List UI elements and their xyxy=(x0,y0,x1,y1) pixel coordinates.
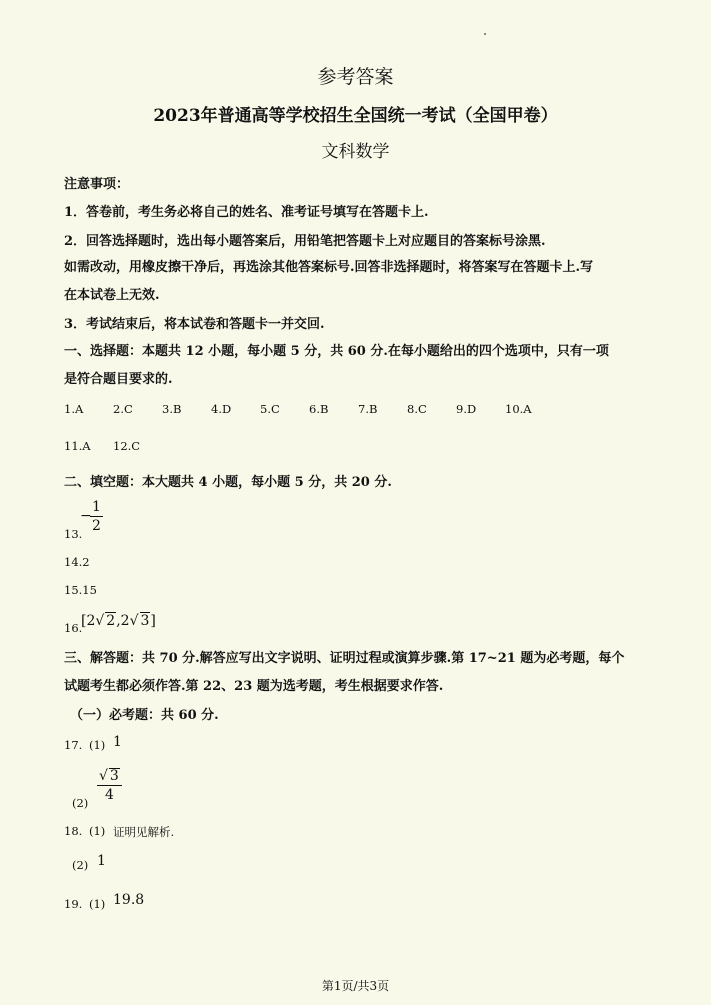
note-item-1: 1．答卷前，考生务必将自己的姓名、准考证号填写在答题卡上. xyxy=(64,205,429,220)
q18-part1-label: (1) xyxy=(89,824,106,838)
q18-part2-value: 1 xyxy=(97,853,106,869)
q17-part1-value: 1 xyxy=(113,734,122,750)
choice-answer: 2.C xyxy=(113,402,133,416)
q17-part2-frac xyxy=(97,768,122,802)
q18-label: 18. xyxy=(64,824,83,838)
sqrt-symbol: √ xyxy=(129,613,139,629)
choice-answers-row-1 xyxy=(64,402,554,416)
speck-mark xyxy=(484,33,486,35)
q18-part1-value: 证明见解析. xyxy=(113,825,175,839)
q13-label: 13. xyxy=(64,527,83,541)
section3-heading-line1: 三、解答题：共 70 分.解答应写出文字说明、证明过程或演算步骤.第 17~21 题为必考题，每个 xyxy=(64,651,625,666)
answer-15: 15.15 xyxy=(64,583,97,597)
choice-answer: 1.A xyxy=(64,402,84,416)
q16-radicand-1: 2 xyxy=(106,613,116,629)
q13-sign: − xyxy=(80,508,92,524)
choice-answer: 5.C xyxy=(260,402,280,416)
choice-answers-row-2 xyxy=(64,439,162,453)
q18-part2-label: (2) xyxy=(72,858,89,872)
choice-answer: 8.C xyxy=(407,402,427,416)
choice-answer: 3.B xyxy=(162,402,182,416)
choice-answer: 10.A xyxy=(505,402,532,416)
sqrt-symbol: √ xyxy=(99,768,108,784)
q16-close: ] xyxy=(150,613,156,629)
q19-part1-label: (1) xyxy=(89,897,106,911)
notes-heading: 注意事项： xyxy=(64,177,130,192)
q19-label: 19. xyxy=(64,897,83,911)
exam-title: 2023年普通高等学校招生全国统一考试（全国甲卷） xyxy=(153,106,558,126)
choice-answer: 6.B xyxy=(309,402,329,416)
q13-fraction xyxy=(90,500,103,533)
fraction-bar xyxy=(90,516,103,517)
choice-answer: 12.C xyxy=(113,439,141,453)
page-indicator: 第1页/共3页 xyxy=(321,979,390,993)
section3-sub-heading: （一）必考题：共 60 分. xyxy=(70,708,219,723)
q17-label: 17. xyxy=(64,738,83,752)
q17-part2-radicand: 3 xyxy=(109,768,119,784)
page-title: 参考答案 xyxy=(317,66,394,88)
note-item-2-cont-line2: 在本试卷上无效. xyxy=(64,288,160,303)
choice-answer: 7.B xyxy=(358,402,378,416)
q19-part1-value: 19.8 xyxy=(113,892,145,908)
subject-title: 文科数学 xyxy=(321,142,390,162)
q17-part2-label: (2) xyxy=(72,796,89,810)
q16-label: 16. xyxy=(64,621,83,635)
note-item-3: 3．考试结束后，将本试卷和答题卡一并交回. xyxy=(64,317,325,332)
q17-part2-numerator xyxy=(97,768,122,783)
q17-part2-fraction xyxy=(97,768,122,802)
q17-part1-label: (1) xyxy=(89,738,106,752)
section2-heading: 二、填空题：本大题共 4 小题，每小题 5 分，共 20 分. xyxy=(64,475,392,490)
q16-mid: ,2 xyxy=(116,613,130,629)
q16-open: [2 xyxy=(81,613,96,629)
note-item-2-cont-line1: 如需改动，用橡皮擦干净后，再选涂其他答案标号.回答非选择题时，将答案写在答题卡上.写 xyxy=(64,260,594,275)
q13-numerator: 1 xyxy=(92,499,101,515)
section1-heading-line1: 一、选择题：本题共 12 小题，每小题 5 分，共 60 分.在每小题给出的四个选项中，只有一项 xyxy=(64,344,609,359)
section1-heading-line2: 是符合题目要求的. xyxy=(64,372,173,387)
fraction-bar xyxy=(97,785,122,786)
choice-answer: 9.D xyxy=(456,402,477,416)
q17-part2-denominator: 4 xyxy=(104,787,114,803)
q16-radicand-2: 3 xyxy=(140,613,150,629)
section3-heading-line2: 试题考生都必须作答.第 22、23 题为选考题，考生根据要求作答. xyxy=(64,679,444,694)
q16-expression xyxy=(81,612,156,629)
q13-denominator: 2 xyxy=(92,518,101,534)
answer-14: 14.2 xyxy=(64,555,90,569)
sqrt-symbol: √ xyxy=(95,613,105,629)
choice-answer: 4.D xyxy=(211,402,232,416)
note-item-2: 2．回答选择题时，选出每小题答案后，用铅笔把答题卡上对应题目的答案标号涂黑. xyxy=(64,234,546,249)
choice-answer: 11.A xyxy=(64,439,91,453)
